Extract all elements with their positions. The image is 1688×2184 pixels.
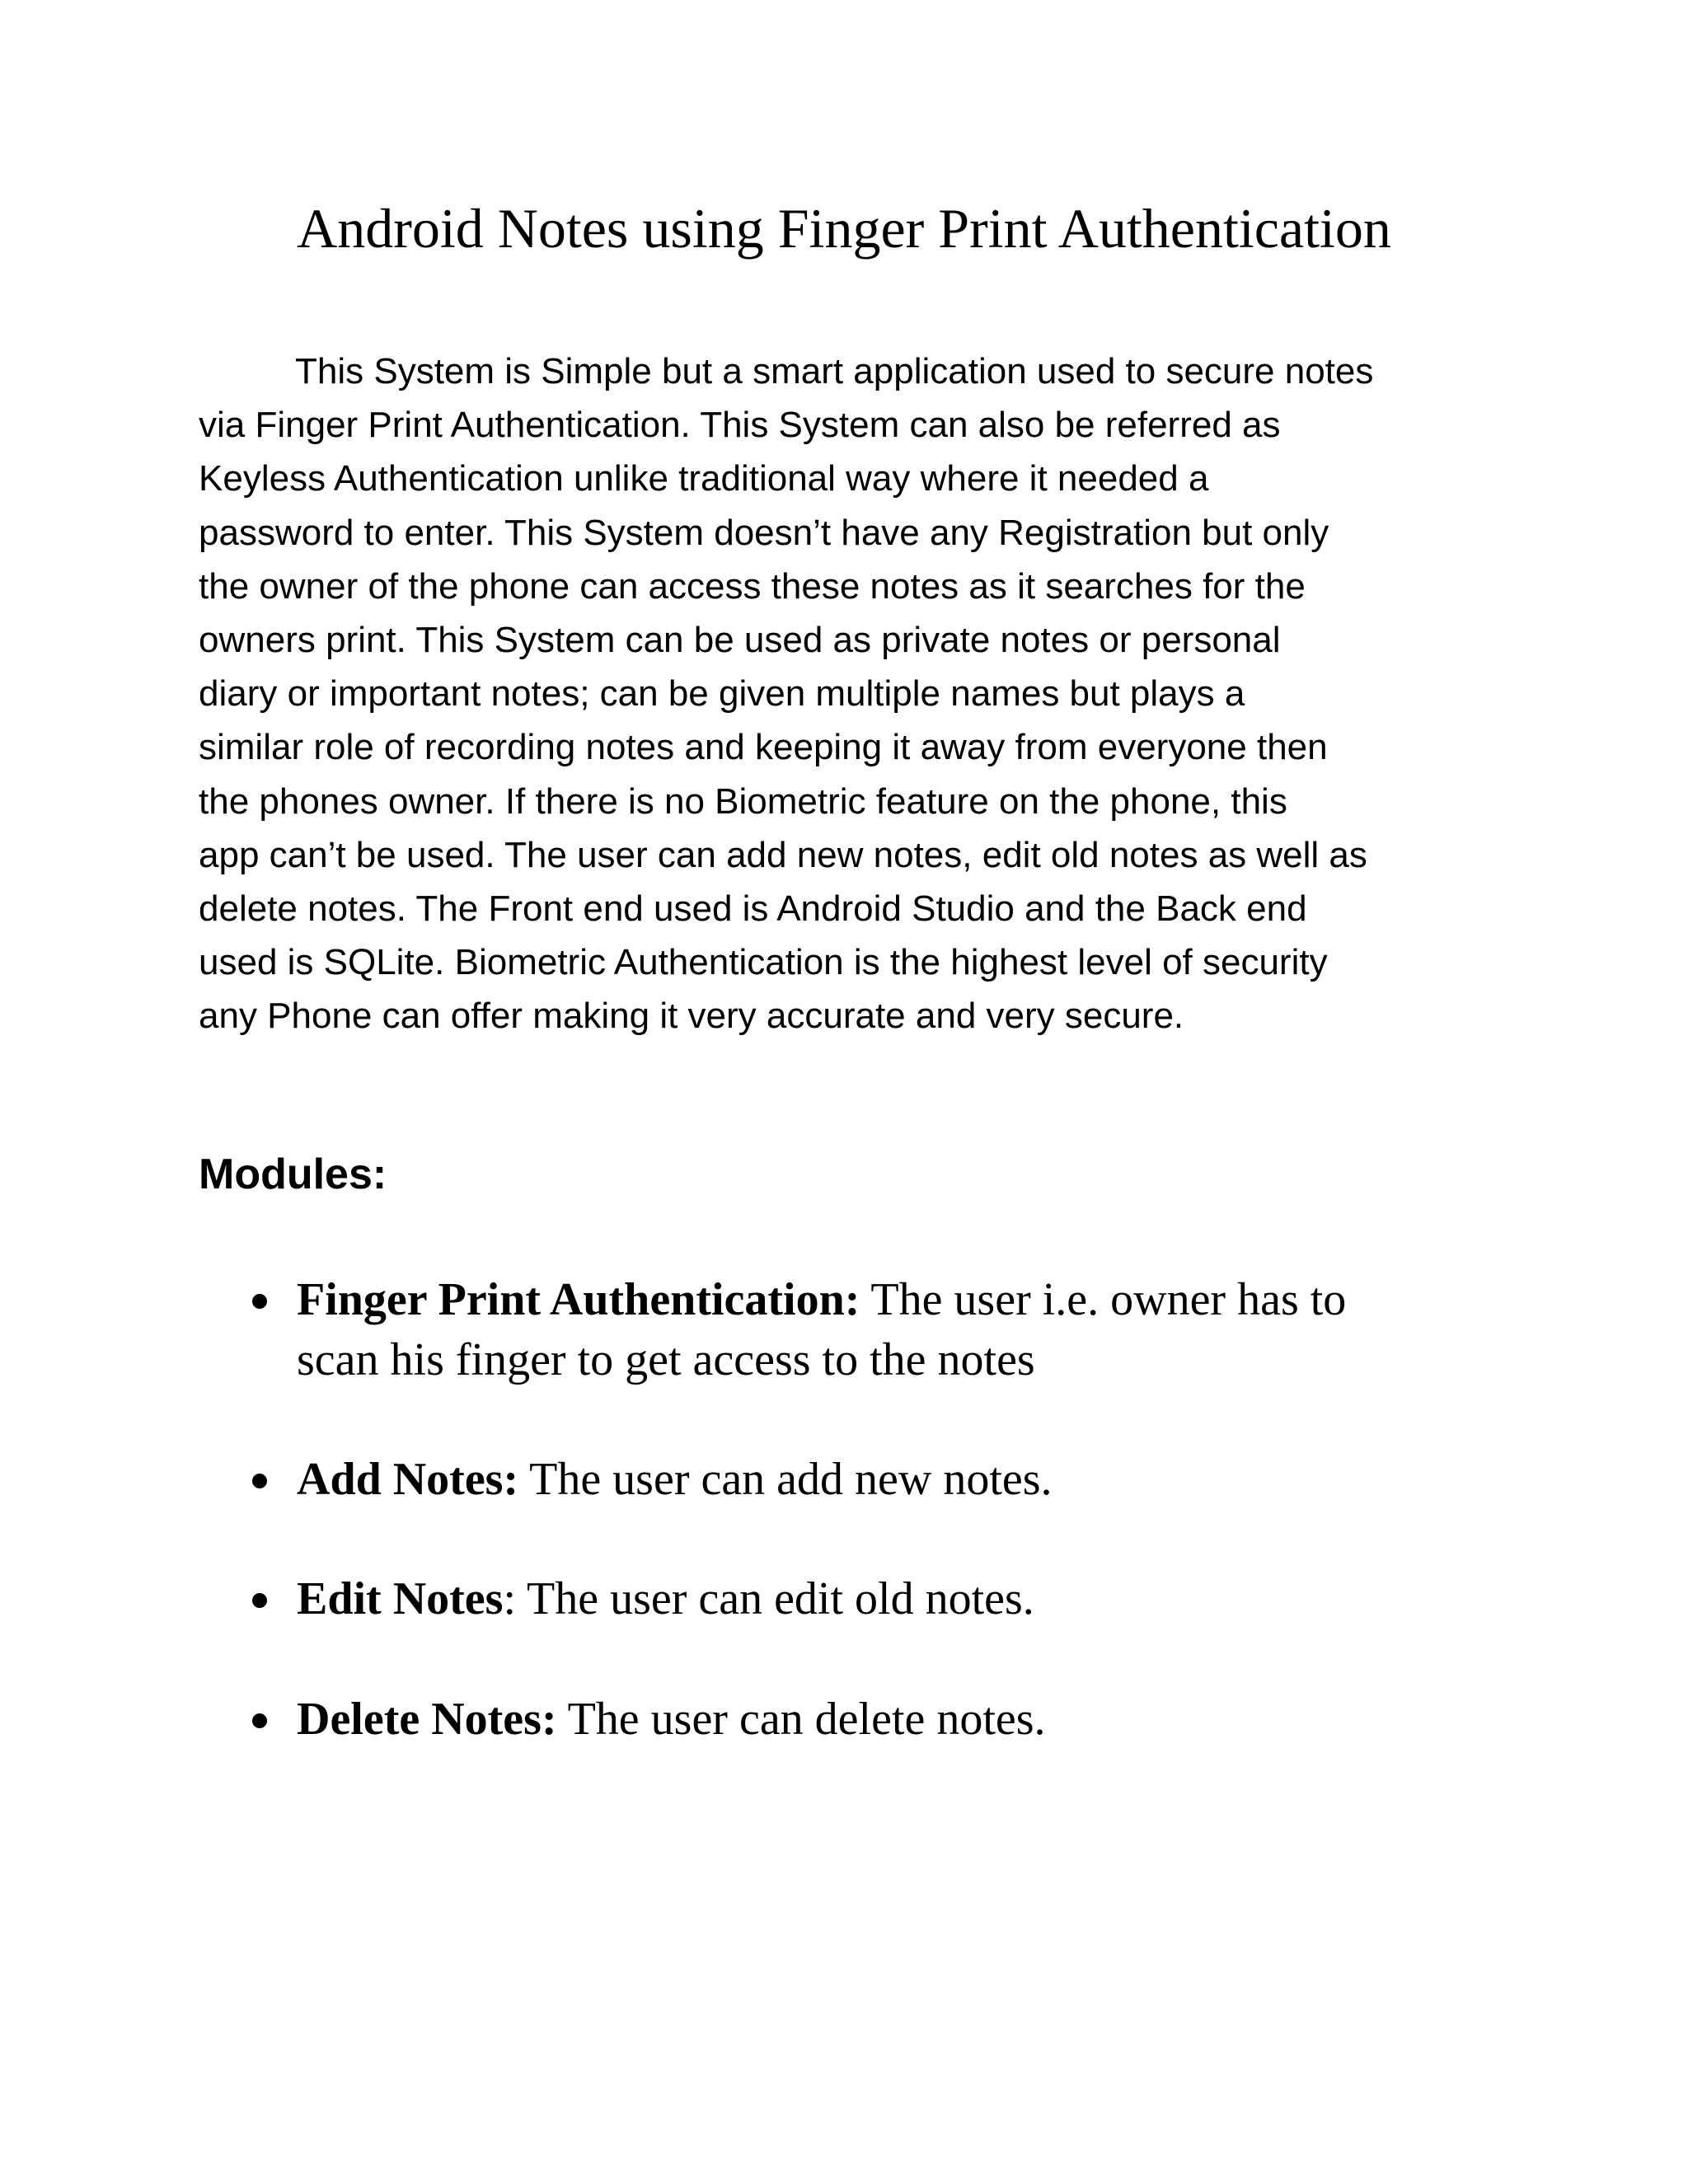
module-line — [297, 1450, 1484, 1510]
module-name: Finger Print Authentication: — [297, 1274, 860, 1325]
module-item-edit-notes — [247, 1569, 1484, 1629]
module-item-add-notes — [247, 1450, 1484, 1510]
intro-line: This System is Simple but a smart application used to secure notes — [295, 351, 1374, 391]
module-name: Delete Notes: — [297, 1694, 557, 1745]
intro-line: via Finger Print Authentication. This System can also be referred as — [199, 405, 1281, 446]
intro-line: the owner of the phone can access these notes as it searches for the — [199, 565, 1306, 607]
intro-line: used is SQLite. Biometric Authentication is the highest level of security — [199, 942, 1328, 983]
intro-paragraph — [199, 344, 1489, 1043]
module-description: The user i.e. owner has to — [860, 1274, 1347, 1325]
module-text — [297, 1450, 1484, 1510]
module-name: Edit Notes — [297, 1573, 504, 1624]
module-line — [297, 1690, 1484, 1750]
intro-line: similar role of recording notes and keeping it away from everyone then — [199, 727, 1328, 768]
module-description: The user can add new notes. — [518, 1454, 1053, 1505]
intro-line: delete notes. The Front end used is Android Studio and the Back end — [199, 888, 1307, 930]
document-title: Android Notes using Finger Print Authentication — [297, 197, 1391, 260]
module-item-delete-notes — [247, 1690, 1484, 1750]
module-text — [297, 1270, 1484, 1390]
intro-line: Keyless Authentication unlike traditional way where it needed a — [199, 458, 1209, 499]
intro-line: any Phone can offer making it very accurate and very secure. — [199, 996, 1184, 1037]
module-name: Add Notes: — [297, 1454, 519, 1505]
intro-line: password to enter. This System doesn’t have any Registration but only — [199, 512, 1329, 553]
module-description: The user can delete notes. — [556, 1694, 1046, 1745]
module-description-continued: scan his finger to get access to the notes — [297, 1334, 1035, 1385]
modules-heading: Modules: — [199, 1151, 387, 1198]
module-item-fingerprint — [247, 1270, 1484, 1390]
intro-line: app can’t be used. The user can add new notes, edit old notes as well as — [199, 834, 1367, 875]
module-text — [297, 1569, 1484, 1629]
module-line — [297, 1569, 1484, 1629]
bullet-icon — [252, 1713, 267, 1728]
bullet-icon — [252, 1294, 267, 1309]
module-line — [297, 1270, 1484, 1330]
intro-line: the phones owner. If there is no Biometric feature on the phone, this — [199, 780, 1287, 822]
intro-line: diary or important notes; can be given multiple names but plays a — [199, 673, 1245, 715]
bullet-icon — [252, 1474, 267, 1488]
bullet-icon — [252, 1593, 267, 1608]
module-description: : The user can edit old notes. — [503, 1573, 1034, 1624]
module-text — [297, 1690, 1484, 1750]
intro-line: owners print. This System can be used as private notes or personal — [199, 620, 1281, 661]
